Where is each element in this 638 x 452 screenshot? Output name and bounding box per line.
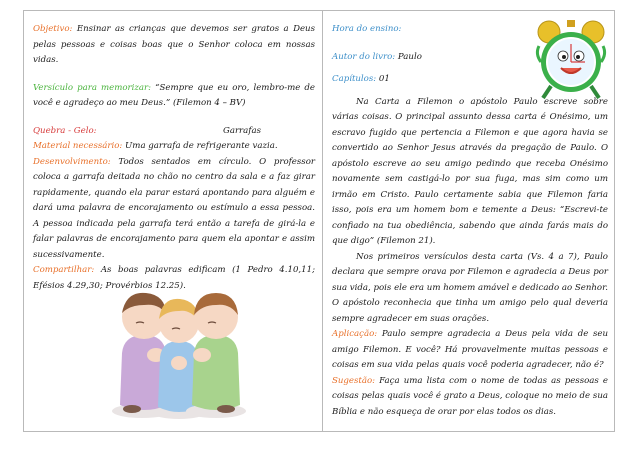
objetivo-label: Objetivo: [33,24,73,34]
capitulos-label: Capítulos: [332,74,377,84]
versiculo-text: “Sempre que eu oro, lembro-me de você e agradeço ao meu Deus.” (Filemon 4 – BV) [33,82,315,108]
compartilhar-text: As boas palavras edificam (1 Pedro 4.10,11; Efésios 4.29,30; Provérbios 12.25). [33,265,315,291]
desenvolvimento-section [33,155,315,264]
aplicacao-label: Aplicação: [332,329,378,339]
capitulos-value: 01 [378,74,390,84]
quebra-gelo-row [33,124,315,140]
objetivo-text: Ensinar as crianças que devemos ser gratos a Deus pelas pessoas e coisas boas que o Senhor coloca em nossas vidas. [33,24,315,65]
desenvolvimento-label: Desenvolvimento: [33,156,111,167]
material-label: Material necessário: [33,141,123,151]
sugestao-text: Faça uma lista com o nome de todas as pessoas e coisas pelas quais você é grato a Deus, coloque no meio de sua Bíblia e não esqueça de orar por elas todos os dias. [332,375,608,417]
compartilhar-label: Compartilhar: [33,265,95,275]
autor-label: Autor do livro: [332,51,396,62]
versiculo-label: Versículo para memorizar: [33,82,152,93]
sugestao-label: Sugestão: [332,375,376,386]
column-divider [322,10,323,432]
material-text: Uma garrafa de refrigerante vazia. [125,141,278,151]
aplicacao-text: Paulo sempre agradecia a Deus pela vida de seu amigo Filemon. E você? Há provavelmente muitas pessoas e coisas em sua vida pelas quais você poderia agradecer, não é? [332,329,608,370]
desenvolvimento-text: Todos sentados em círculo. O professor coloca a garrafa deitada no chão no centro da sala e a faz girar rapidamente, quando ela parar estará apontando para alguém e dará uma palavra de encorajamento ou estímulo a essa pessoa. A pessoa indicada pela garrafa terá então a tarefa de girá-la e falar palavras de encorajamento para quem ela apontar e assim sucessivamente. [33,156,315,260]
hora-ensino-label: Hora do ensino: [332,24,402,34]
versiculo-section [33,81,315,112]
left-column [33,22,315,294]
sugestao-section [332,374,608,421]
praying-children-illustration [104,283,254,423]
autor-value: Paulo [397,51,422,62]
material-section [33,139,315,155]
alarm-clock-icon [533,18,609,100]
story-paragraph-1: Na Carta a Filemon o apóstolo Paulo escreve sobre várias coisas. O principal assunto dessa carta é Onésimo, um escravo fugido que pertencia a Filemon e que agora havia se convertido ao Senhor Jesus através da pregação de Paulo. O apóstolo escreve ao seu amigo pedindo que receba Onésimo novamente sem castigá-lo por sua fuga, mas sim como um irmão em Cristo. Paulo certamente sabia que Filemon faria isso, pois era um homem bom e temente a Deus: “Escrevi-te confiado na tua obediência, sabendo que ainda farás mais do que digo” (Filemon 21). [332,96,608,246]
quebra-gelo-value: Garrafas [222,125,261,136]
aplicacao-section [332,327,608,374]
story-paragraph-2: Nos primeiros versículos desta carta (Vs. 4 a 7), Paulo declara que sempre orava por Filemon e agradecia a Deus por sua vida, pois ele era um homem amável e dedicado ao Senhor. O apóstolo reconhecia que tinha um amigo pelo qual deveria sempre agradecer em suas orações. [332,251,608,324]
objetivo-section [33,22,315,69]
quebra-gelo-label: Quebra - Gelo: [33,125,97,136]
